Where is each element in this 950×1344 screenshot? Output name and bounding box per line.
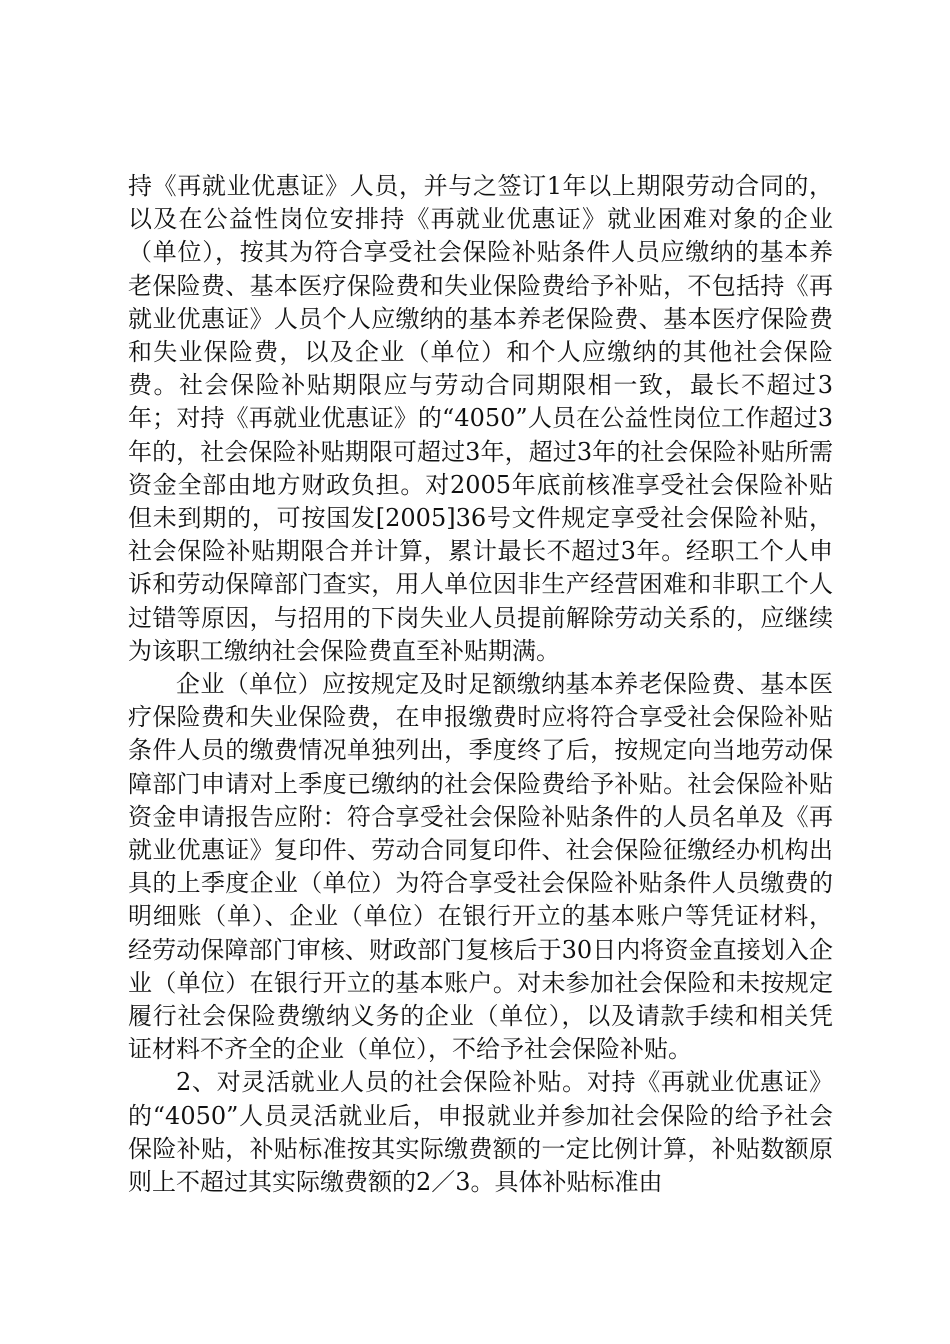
paragraph-1: 持《再就业优惠证》人员，并与之签订1年以上期限劳动合同的，以及在公益性岗位安排持《再就业优惠证》就业困难对象的企业（单位），按其为符合享受社会保险补贴条件人员应缴纳的基本养老保险费、基本医疗保险费和失业保险费给予补贴，不包括持《再就业优惠证》人员个人应缴纳的基本养老保险费、基本医疗保险费和失业保险费，以及企业（单位）和个人应缴纳的其他社会保险费。社会保险补贴期限应与劳动合同期限相一致，最长不超过3年；对持《再就业优惠证》的“4050”人员在公益性岗位工作超过3年的，社会保险补贴期限可超过3年，超过3年的社会保险补贴所需资金全部由地方财政负担。对2005年底前核准享受社会保险补贴但未到期的，可按国发[2005]36号文件规定享受社会保险补贴，社会保险补贴期限合并计算，累计最长不超过3年。经职工个人申诉和劳动保障部门查实，用人单位因非生产经营困难和非职工个人过错等原因，与招用的下岗失业人员提前解除劳动关系的，应继续为该职工缴纳社会保险费直至补贴期满。	[128, 172, 833, 665]
paragraph-2: 企业（单位）应按规定及时足额缴纳基本养老保险费、基本医疗保险费和失业保险费，在申报缴费时应将符合享受社会保险补贴条件人员的缴费情况单独列出，季度终了后，按规定向当地劳动保障部门申请对上季度已缴纳的社会保险费给予补贴。社会保险补贴资金申请报告应附：符合享受社会保险补贴条件的人员名单及《再就业优惠证》复印件、劳动合同复印件、社会保险征缴经办机构出具的上季度企业（单位）为符合享受社会保险补贴条件人员缴费的明细账（单）、企业（单位）在银行开立的基本账户等凭证材料，经劳动保障部门审核、财政部门复核后于30日内将资金直接划入企业（单位）在银行开立的基本账户。对未参加社会保险和未按规定履行社会保险费缴纳义务的企业（单位），以及请款手续和相关凭证材料不齐全的企业（单位），不给予社会保险补贴。	[128, 670, 833, 1064]
paragraph-3: 2、对灵活就业人员的社会保险补贴。对持《再就业优惠证》的“4050”人员灵活就业后，申报就业并参加社会保险的给予社会保险补贴，补贴标准按其实际缴费额的一定比例计算，补贴数额原则上不超过其实际缴费额的2／3。具体补贴标准由	[128, 1068, 833, 1197]
document-body	[128, 170, 833, 1199]
